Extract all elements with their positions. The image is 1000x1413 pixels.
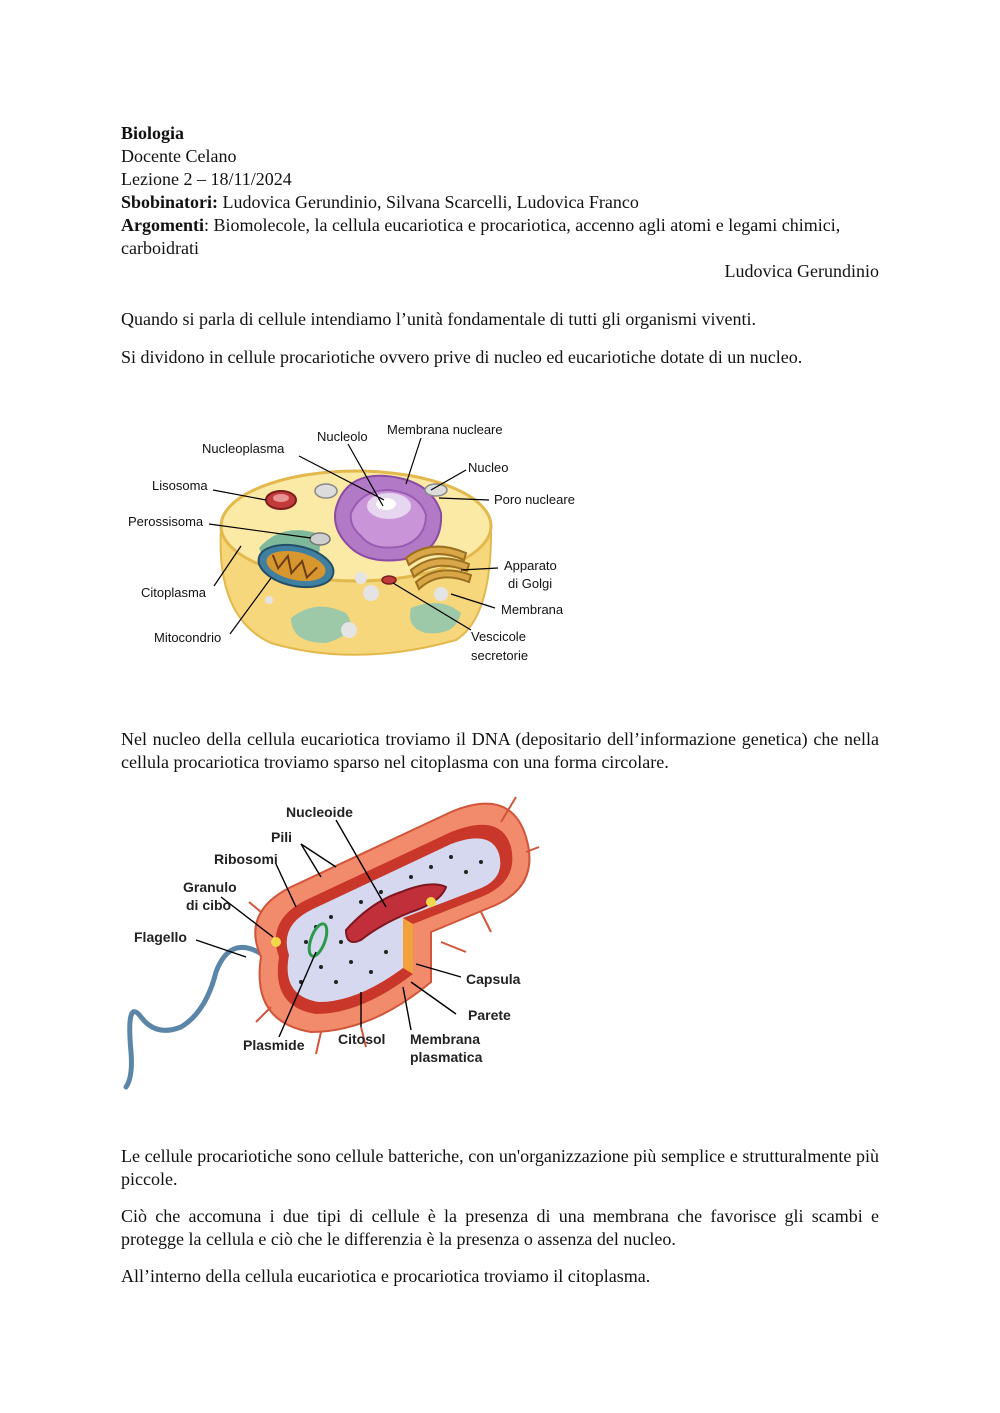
topics-value: : Biomolecole, la cellula eucariotica e procariotica, accenno agli atomi e legami chimici, carboidrati <box>121 215 841 258</box>
teacher-line: Docente Celano <box>121 146 237 166</box>
label-poro-nucleare: Poro nucleare <box>494 492 575 507</box>
vesicle <box>265 596 273 604</box>
label-nucleoplasma: Nucleoplasma <box>202 441 285 456</box>
author-signature: Ludovica Gerundinio <box>724 261 879 281</box>
paragraph-4: Le cellule procariotiche sono cellule batteriche, con un'organizzazione più semplice e strutturalmente più piccole. <box>121 1146 879 1189</box>
eukaryotic-cell-diagram <box>121 418 591 668</box>
label-capsula: Capsula <box>466 971 521 987</box>
label-nucleoide: Nucleoide <box>286 804 353 820</box>
flagellum <box>126 947 266 1087</box>
label-granulo-2: di cibo <box>186 897 232 913</box>
transcribers-line <box>121 191 879 214</box>
lesson-line: Lezione 2 – 18/11/2024 <box>121 169 292 189</box>
label-plasmide: Plasmide <box>243 1037 305 1053</box>
label-apparato-2: di Golgi <box>508 576 553 591</box>
label-membrana-nucleare: Membrana nucleare <box>387 422 503 437</box>
label-mitocondrio: Mitocondrio <box>154 630 222 645</box>
label-parete: Parete <box>468 1007 511 1023</box>
paragraph-3: Nel nucleo della cellula eucariotica troviamo il DNA (depositario dell’informazione genetica) che nella cellula procariotica troviamo sparso nel citoplasma con una forma circolare. <box>121 729 879 772</box>
vesicle <box>355 572 367 584</box>
subject-title: Biologia <box>121 123 185 143</box>
vesicle <box>425 484 447 496</box>
paragraph-5: Ciò che accomuna i due tipi di cellule è la presenza di una membrana che favorisce gli scambi e protegge la cellula e ciò che le differenzia è la presenza o assenza del nucleo. <box>121 1206 879 1249</box>
vesicle <box>341 622 357 638</box>
transcribers-value: Ludovica Gerundinio, Silvana Scarcelli, Ludovica Franco <box>218 192 639 212</box>
label-citosol: Citosol <box>338 1031 386 1047</box>
document-header <box>121 122 879 283</box>
vesicle <box>434 587 448 601</box>
label-citoplasma: Citoplasma <box>141 585 207 600</box>
food-granule <box>426 897 436 907</box>
label-granulo-1: Granulo <box>183 879 237 895</box>
label-nucleo: Nucleo <box>468 460 509 475</box>
label-membrana: Membrana <box>501 602 564 617</box>
label-flagello: Flagello <box>134 929 187 945</box>
vesicle <box>315 484 337 498</box>
label-membrana-2: plasmatica <box>410 1049 483 1065</box>
topics-line <box>121 214 879 260</box>
topics-label: Argomenti <box>121 215 204 235</box>
paragraph-1: Quando si parla di cellule intendiamo l’unità fondamentale di tutti gli organismi viventi. <box>121 309 757 329</box>
label-perossisoma: Perossisoma <box>128 514 204 529</box>
transcribers-label: Sbobinatori: <box>121 192 219 212</box>
label-vescicole-2: secretorie <box>471 648 529 663</box>
label-apparato-1: Apparato <box>504 558 557 573</box>
vesicle <box>363 585 379 601</box>
paragraph-6: All’interno della cellula eucariotica e procariotica troviamo il citoplasma. <box>121 1266 651 1286</box>
prokaryotic-cell-diagram <box>121 792 541 1092</box>
label-ribosomi: Ribosomi <box>214 851 278 867</box>
label-vescicole-1: Vescicole <box>471 629 526 644</box>
paragraph-2: Si dividono in cellule procariotiche ovvero prive di nucleo ed eucariotiche dotate di un nucleo. <box>121 347 803 367</box>
label-nucleolo: Nucleolo <box>317 429 368 444</box>
label-pili: Pili <box>271 829 293 845</box>
label-lisosoma: Lisosoma <box>152 478 208 493</box>
secretory-vesicle <box>382 576 396 584</box>
peroxisome <box>310 533 330 545</box>
label-membrana-1: Membrana <box>410 1031 481 1047</box>
food-granule <box>271 937 281 947</box>
